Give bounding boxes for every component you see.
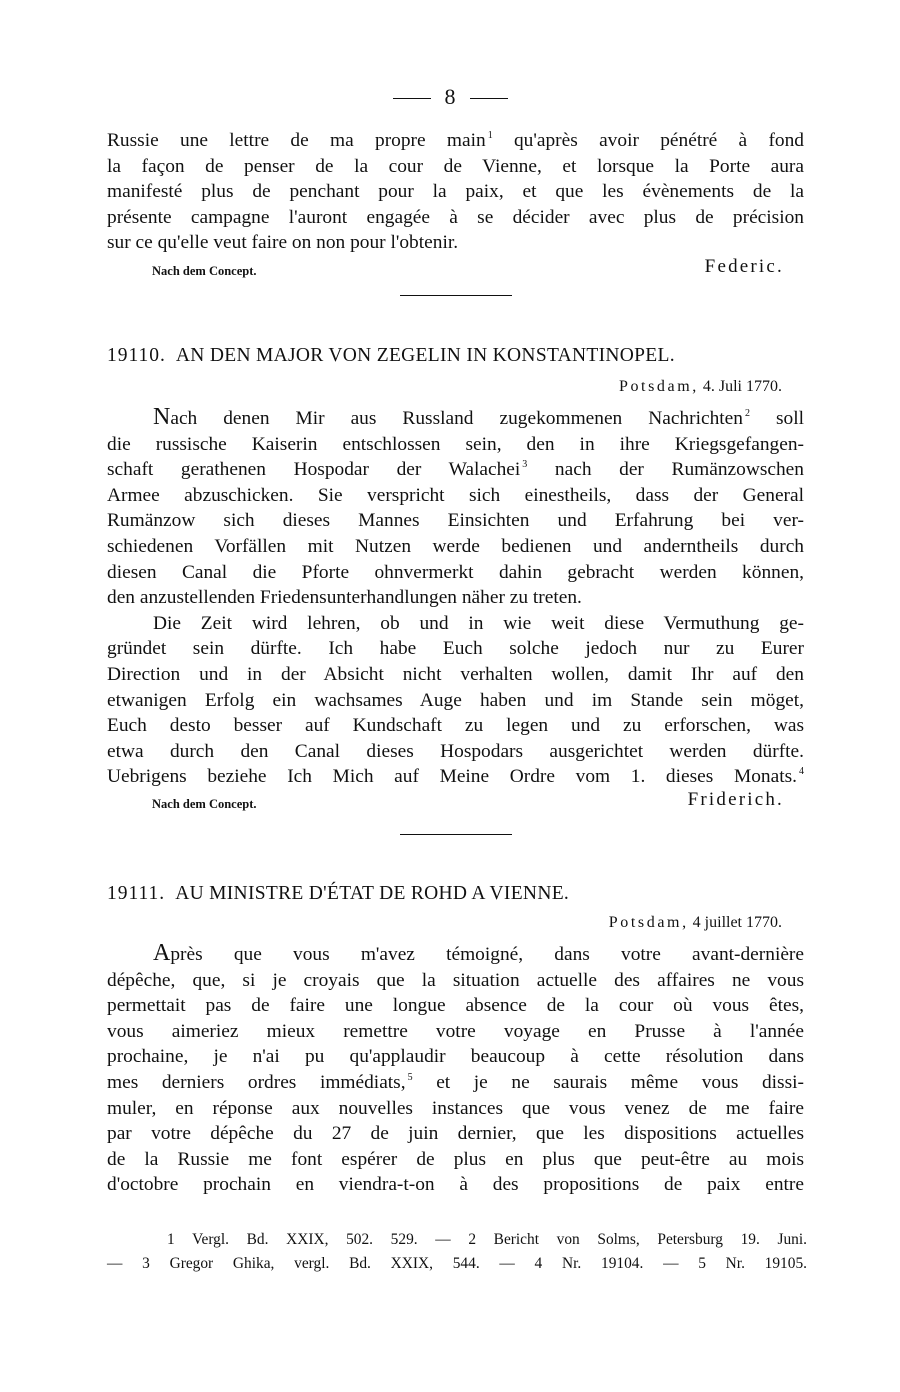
body-line: prochaine, je n'ai pu qu'applaudir beaucoup à cette résolution dans — [107, 1046, 804, 1068]
dateline-place: Potsdam, — [618, 378, 699, 395]
previous-letter-ending — [107, 128, 804, 256]
letter-body — [107, 405, 804, 790]
body-line: la façon de penser de la cour de Vienne, et lorsque la Porte aura — [107, 155, 804, 177]
page-number: 8 — [444, 84, 456, 109]
document-title: AN DEN MAJOR VON ZEGELIN IN KONSTANTINOPEL. — [175, 345, 675, 366]
body-line: schiedenen Vorfällen mit Nutzen werde bedienen und anderntheils durch — [107, 535, 804, 557]
body-line: etwa durch den Canal dieses Hospodars ausgerichtet werden dürfte. — [107, 740, 804, 762]
body-line: Euch desto besser auf Kundschaft zu legen und zu erforschen, was — [107, 715, 804, 737]
dateline-place: Potsdam, — [608, 914, 689, 931]
dateline-date: 4. Juli 1770. — [702, 378, 782, 395]
body-line: den anzustellenden Friedensunterhandlungen näher zu treten. — [107, 587, 582, 609]
body-line: etwanigen Erfolg ein wachsames Auge haben und im Stande sein möget, — [107, 689, 804, 711]
body-line: dépêche, que, si je croyais que la situation actuelle des affaires ne vous — [107, 969, 804, 991]
body-line: Uebrigens beziehe Ich Mich auf Meine Ordre vom 1. dieses Monats. $^4$ — [107, 766, 804, 788]
page-header — [0, 84, 900, 110]
body-line: Russie une lettre de ma propre main $^1$ qu'après avoir pénétré à fond — [107, 130, 805, 151]
letter-body — [107, 941, 804, 1198]
body-line: die russische Kaiserin entschlossen sein, den in ihre Kriegsgefangen- — [107, 433, 804, 455]
body-line: schaft gerathenen Hospodar der Walachei $^3$ nach der Rumänzowschen — [107, 459, 804, 481]
source-note: Nach dem Concept. — [152, 797, 257, 811]
header-dash-left — [393, 98, 431, 99]
signature: Friderich. — [687, 789, 784, 810]
body-line: Direction und in der Absicht nicht verhalten wollen, damit Ihr auf den — [107, 663, 804, 685]
document-heading — [107, 883, 569, 905]
body-line: Nach denen Mir aus Russland zugekommenen Nachrichten $^2$ soll — [153, 404, 804, 430]
body-line: muler, en réponse aux nouvelles instances que vous venez de me faire — [107, 1097, 804, 1119]
body-line: gründet sein dürfte. Ich habe Euch solche jedoch nur zu Eurer — [107, 638, 804, 660]
body-line: d'octobre prochain en viendra-t-on à des propositions de paix entre — [107, 1174, 804, 1196]
body-line: Rumänzow sich dieses Mannes Einsichten und Erfahrung bei ver- — [107, 510, 804, 532]
dateline — [619, 378, 782, 396]
dateline — [609, 914, 782, 932]
body-line: Après que vous m'avez témoigné, dans votre avant-dernière — [153, 940, 804, 966]
body-line: diesen Canal die Pforte ohnvermerkt dahin gebracht werden können, — [107, 561, 804, 583]
initial-letter: N — [153, 404, 171, 430]
body-line: par votre dépêche du 27 de juin dernier, que les dispositions actuelles — [107, 1123, 804, 1145]
body-line: mes derniers ordres immédiats, $^5$ et je ne saurais même vous dissi- — [107, 1071, 804, 1093]
body-line: Armee abzuschicken. Sie verspricht sich einestheils, dass der General — [107, 484, 804, 506]
body-line: sur ce qu'elle veut faire on non pour l'obtenir. — [107, 232, 459, 254]
document-heading — [107, 345, 675, 367]
footnote-mark: 5 — [407, 1071, 413, 1083]
body-line: permettait pas de faire une longue absence de la cour où vous êtes, — [107, 995, 804, 1017]
footnotes — [107, 1228, 807, 1276]
document-number: 19110. — [107, 345, 166, 366]
footnote-mark: 2 — [744, 408, 750, 419]
footnote-line: 1 Vergl. Bd. XXIX, 502. 529. — 2 Bericht von Solms, Petersburg 19. Juni. — [167, 1231, 807, 1248]
footnote-mark: 3 — [522, 459, 528, 471]
header-dash-right — [470, 98, 508, 99]
footnote-mark: 4 — [799, 766, 804, 778]
signature: Federic. — [704, 256, 784, 277]
body-line: vous aimeriez mieux remettre votre voyage en Prusse à l'année — [107, 1020, 804, 1042]
section-divider — [400, 295, 512, 296]
body-line: présente campagne l'auront engagée à se décider avec plus de précision — [107, 206, 804, 228]
footnote-line: — 3 Gregor Ghika, vergl. Bd. XXIX, 544. — 4 Nr. 19104. — 5 Nr. 19105. — [107, 1255, 807, 1272]
document-title: AU MINISTRE D'ÉTAT DE ROHD A VIENNE. — [175, 883, 570, 904]
initial-letter: A — [153, 940, 171, 966]
body-line: de la Russie me font espérer de plus en plus que peut-être au mois — [107, 1148, 804, 1170]
dateline-date: 4 juillet 1770. — [692, 914, 782, 931]
footnote-mark: 1 — [487, 130, 493, 141]
body-line: manifesté plus de penchant pour la paix, et que les évènements de la — [107, 181, 804, 203]
document-number: 19111. — [107, 883, 166, 904]
source-note: Nach dem Concept. — [152, 264, 257, 278]
body-line: Die Zeit wird lehren, ob und in wie weit diese Vermuthung ge- — [153, 612, 804, 634]
section-divider — [400, 834, 512, 835]
